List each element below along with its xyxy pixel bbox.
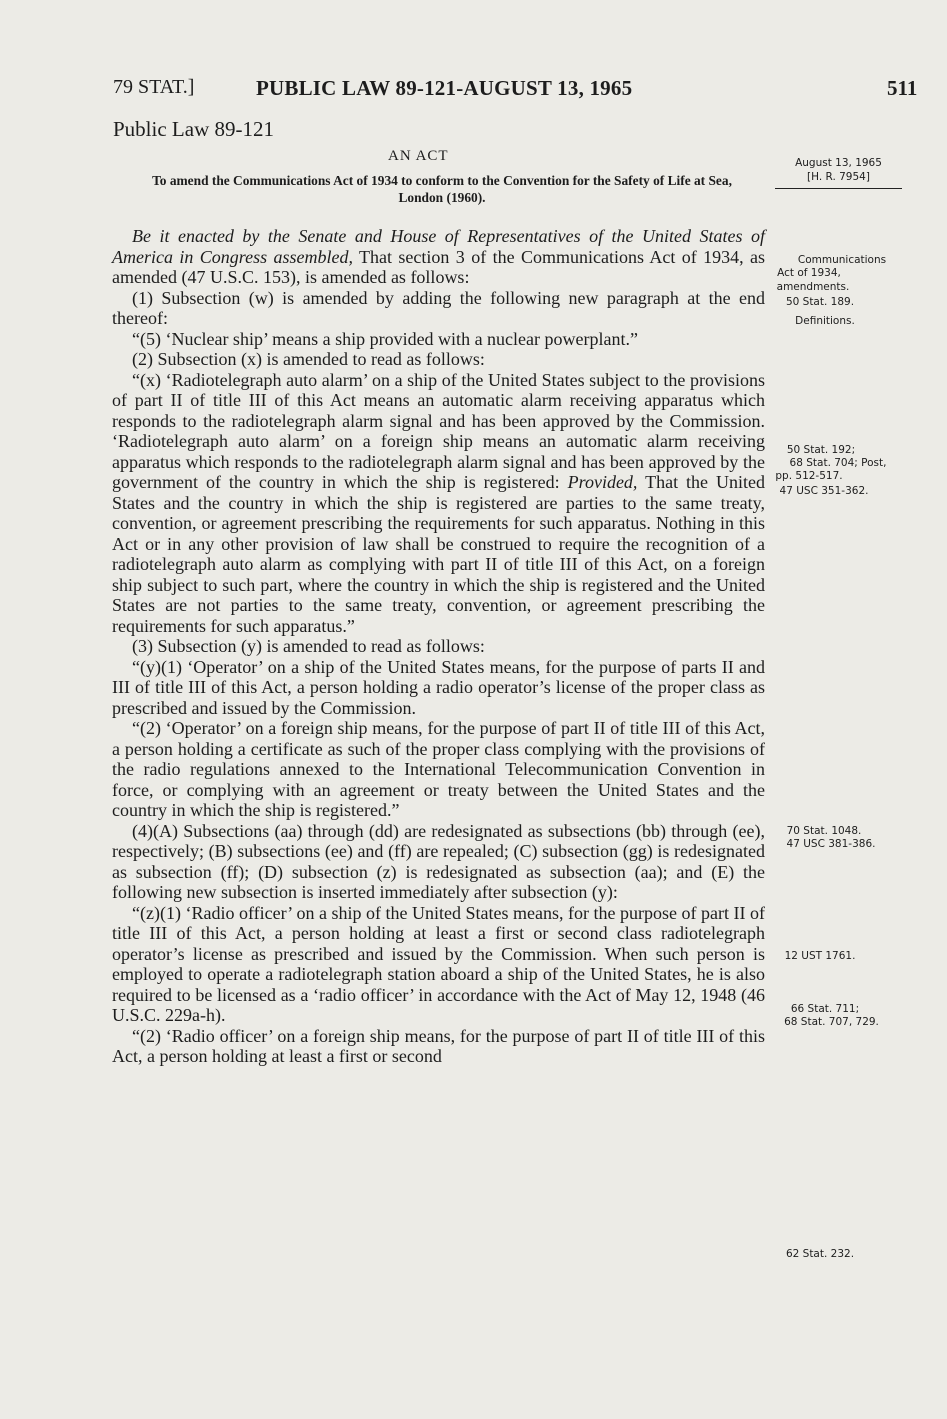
margin-amend-line-4: 50 Stat. 189. [785, 296, 855, 308]
paragraph-3: (3) Subsection (y) is amended to read as follows: [132, 636, 485, 656]
margin-rule [775, 188, 902, 189]
margin-cite-z: 62 Stat. 232. [785, 1248, 855, 1260]
margin-amend-line-2: Act of 1934, [777, 267, 841, 279]
margin-cite-y-2: 47 USC 381-386. [786, 838, 876, 850]
running-header-title: PUBLIC LAW 89-121-AUGUST 13, 1965 [256, 76, 633, 100]
paragraph-1-quote: “(5) ‘Nuclear ship’ means a ship provided with a nuclear powerplant.” [132, 328, 638, 349]
paragraph-1: (1) Subsection (w) is amended by adding the following new paragraph at the end thereof: [112, 287, 765, 328]
paragraph-4: (4)(A) Subsections (aa) through (dd) are redesignated as subsections (bb) through (ee), respectively; (B) subsections (ee) and (ff) are repealed; (C) subsection (gg) is redesignated as subsection (ff); (D) subsection (z) is redesignated as subsection (aa); and (E) the following new subsection is inserted immediately after subsection (y): [112, 820, 765, 902]
margin-definitions: Definitions. [795, 315, 855, 327]
page-number: 511 [887, 76, 918, 100]
enacting-clause: Be it enacted by the Senate and House of Representatives of the United States of America in Congress assembled, [112, 226, 765, 267]
act-heading: AN ACT [388, 148, 449, 164]
margin-amend-line-1: Communications [797, 254, 887, 266]
paragraph-3-quote-1: “(y)(1) ‘Operator’ on a ship of the United States means, for the purpose of parts II and III of title III of this Act, a person holding a radio operator’s license of the proper class as prescribed and issued by the Commission. [112, 656, 765, 718]
paragraph-4-quote-1: “(z)(1) ‘Radio officer’ on a ship of the United States means, for the purpose of part II of title III of this Act, a person holding at least a first or second class radiotelegraph operator’s license as prescribed and issued by the Commission. When such person is employed to operate a radiotelegraph station aboard a ship of the United States, he is also required to be licensed as a ‘radio officer’ in accordance with the Act of May 12, 1948 (46 U.S.C. 229a-h). [112, 902, 765, 1025]
enacting-paragraph [112, 226, 765, 288]
margin-cite-y-1: 70 Stat. 1048. [786, 825, 862, 837]
paragraph-4-quote-2: “(2) ‘Radio officer’ on a foreign ship means, for the purpose of part II of title III of this Act, a person holding at least a first or second [112, 1025, 765, 1066]
statute-volume-ref: 79 STAT.] [113, 76, 195, 98]
paragraph-2-quote-a: “(x) ‘Radiotelegraph auto alarm’ on a ship of the United States subject to the provisions of part II of title III of this Act means an automatic alarm receiving apparatus which responds to the radiotelegraph alarm signal and has been approved by the Commission. ‘Radiotelegraph auto alarm’ on a foreign ship means an automatic alarm receiving apparatus which responds to the radiotelegraph alarm signal and has been approved by the government of the country in which the ship is registered: [112, 369, 765, 492]
paragraph-2-quote-b: That the United States and the country in which the ship is registered are parties to the same treaty, convention, or agreement prescribing the requirements for such apparatus. Nothing in this Act or in any other provision of law shall be construed to require the recognition of a radiotelegraph auto alarm as complying with part II of title III of this Act, on a foreign ship subject to such part, where the country in which the ship is registered and the United States are not parties to the same treaty, convention, or agreement prescribing the requirements for such apparatus.” [112, 472, 765, 636]
margin-cite-4-1: 66 Stat. 711; [790, 1003, 860, 1015]
margin-cite-x-3: pp. 512-517. [775, 470, 843, 482]
margin-amend-line-3: amendments. [776, 281, 850, 293]
act-subject: To amend the Communications Act of 1934 to conform to the Convention for the Safety of Life at Sea, London (1960). [152, 173, 732, 205]
margin-bill-number: [H. R. 7954] [807, 171, 870, 183]
paragraph-2: (2) Subsection (x) is amended to read as follows: [132, 349, 485, 369]
margin-cite-y-3: 12 UST 1761. [784, 950, 856, 962]
public-law-number: Public Law 89-121 [113, 117, 274, 141]
statute-body [112, 226, 765, 1067]
provided-word: Provided, [567, 472, 638, 492]
paragraph-2-quote [112, 370, 765, 637]
enacting-rest: That section 3 of the Communications Act of 1934, as amended (47 U.S.C. 153), is amended as follows: [112, 246, 765, 287]
margin-cite-x-2: 68 Stat. 704; Post, [789, 457, 887, 469]
margin-cite-x-4: 47 USC 351-362. [779, 485, 869, 497]
margin-date: August 13, 1965 [795, 157, 882, 169]
margin-cite-x-1: 50 Stat. 192; [786, 444, 856, 456]
margin-cite-4-2: 68 Stat. 707, 729. [784, 1016, 879, 1028]
paragraph-3-quote-2: “(2) ‘Operator’ on a foreign ship means, for the purpose of part II of title III of this Act, a person holding a certificate as such of the proper class complying with the provisions of the radio regulations annexed to the International Telecommunication Convention in force, or complying with an agreement or treaty between the United States and the country in which the ship is registered.” [112, 718, 765, 820]
